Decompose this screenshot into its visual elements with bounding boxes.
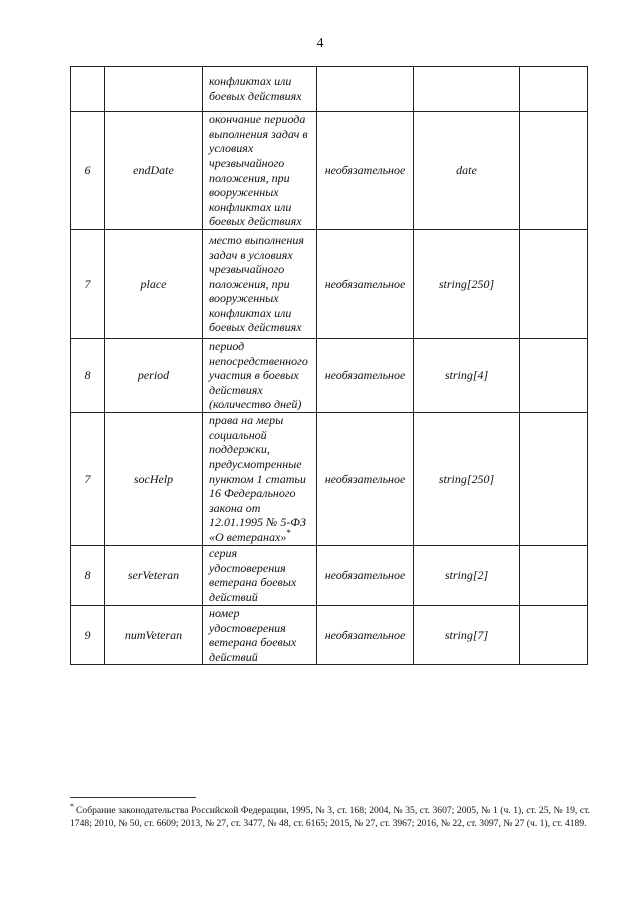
empty-cell: [520, 230, 588, 339]
table-row: [71, 67, 588, 112]
table-row: [71, 112, 588, 230]
field-requirement: необязательное: [317, 112, 414, 230]
field-requirement: необязательное: [317, 412, 414, 545]
field-code: serVeteran: [105, 545, 203, 605]
row-number: 8: [71, 339, 105, 413]
table-row: [71, 339, 588, 413]
row-number: 7: [71, 230, 105, 339]
field-description-text: [209, 413, 313, 544]
row-number: 8: [71, 545, 105, 605]
footnote: [70, 801, 590, 830]
empty-cell: [520, 545, 588, 605]
field-description: место выполнения задач в условиях чрезвычайного положения, при вооруженных конфликтах или боевых действиях: [203, 230, 317, 339]
footnote-text: Собрание законодательства Российской Федерации, 1995, № 3, ст. 168; 2004, № 35, ст. 3607; 2005, № 1 (ч. 1), ст. 25, № 19, ст. 1748; 2010, № 50, ст. 6609; 2013, № 27, ст. 3477, № 48, ст. 6165; 2015, № 27, ст. 3967; 2016, № 22, ст. 3097, № 27 (ч. 1), ст. 4189.: [70, 805, 590, 829]
field-requirement: необязательное: [317, 230, 414, 339]
empty-cell: [520, 605, 588, 664]
table-row: [71, 412, 588, 545]
empty-cell: [520, 339, 588, 413]
field-description: номер удостоверения ветерана боевых действий: [203, 605, 317, 664]
table-row: [71, 230, 588, 339]
field-code: socHelp: [105, 412, 203, 545]
field-description: [203, 412, 317, 545]
footnote-reference: *: [286, 528, 291, 539]
field-type: string[4]: [414, 339, 520, 413]
field-requirement: [317, 67, 414, 112]
field-code: [105, 67, 203, 112]
field-description: серия удостоверения ветерана боевых действий: [203, 545, 317, 605]
field-code: period: [105, 339, 203, 413]
field-type: string[250]: [414, 230, 520, 339]
field-requirement: необязательное: [317, 605, 414, 664]
field-description: период непосредственного участия в боевых действиях (количество дней): [203, 339, 317, 413]
row-number: 7: [71, 412, 105, 545]
empty-cell: [520, 112, 588, 230]
field-requirement: необязательное: [317, 339, 414, 413]
empty-cell: [520, 412, 588, 545]
table-row: [71, 605, 588, 664]
field-description-body: права на меры социальной поддержки, предусмотренные пунктом 1 статьи 16 Федерального закона от 12.01.1995 № 5-ФЗ «О ветеранах»: [209, 413, 306, 545]
field-code: place: [105, 230, 203, 339]
field-requirement: необязательное: [317, 545, 414, 605]
field-description: окончание периода выполнения задач в условиях чрезвычайного положения, при вооруженных конфликтах или боевых действиях: [203, 112, 317, 230]
table-body: [71, 67, 588, 665]
field-type: string[7]: [414, 605, 520, 664]
page-number: 4: [316, 36, 324, 51]
field-type: [414, 67, 520, 112]
field-type: string[250]: [414, 412, 520, 545]
row-number: 9: [71, 605, 105, 664]
requisites-table: [70, 66, 588, 665]
field-code: endDate: [105, 112, 203, 230]
field-code: numVeteran: [105, 605, 203, 664]
field-description: конфликтах или боевых действиях: [203, 67, 317, 112]
row-number: [71, 67, 105, 112]
footnote-mark: *: [70, 801, 74, 811]
footnote-divider: [70, 797, 196, 798]
field-type: date: [414, 112, 520, 230]
field-type: string[2]: [414, 545, 520, 605]
row-number: 6: [71, 112, 105, 230]
table-row: [71, 545, 588, 605]
empty-cell: [520, 67, 588, 112]
